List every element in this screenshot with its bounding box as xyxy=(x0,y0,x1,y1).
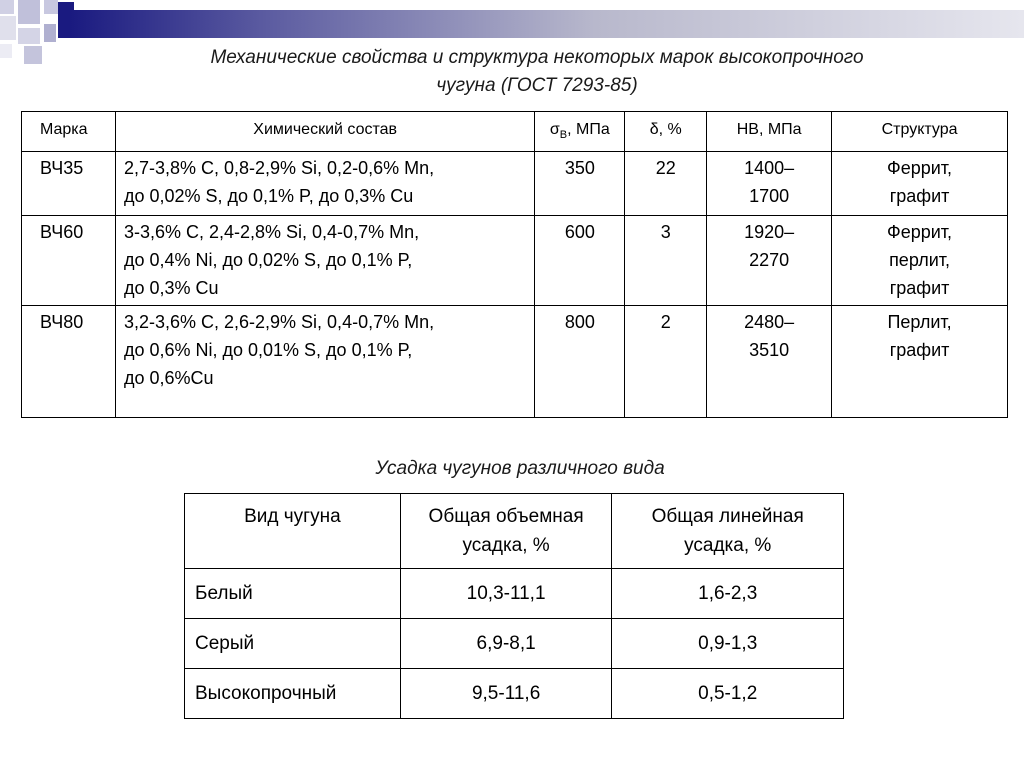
page-title xyxy=(0,44,1024,100)
properties-table xyxy=(21,111,1008,418)
header-volumetric-line: усадка, % xyxy=(462,535,550,556)
page-title-line2: чугуна (ГОСТ 7293-85) xyxy=(436,75,638,96)
hb-line: 3510 xyxy=(749,340,790,361)
composition-line: 3-3,6% С, 2,4-2,8% Si, 0,4-0,7% Mn, xyxy=(123,222,420,243)
cell-composition xyxy=(115,306,534,418)
cell-sigma: 350 xyxy=(535,152,625,216)
hb-line: 1400– xyxy=(744,158,795,179)
composition-line: до 0,3% Cu xyxy=(123,278,219,299)
table-row xyxy=(22,216,1008,306)
decor-square-1 xyxy=(0,0,14,14)
header-linear xyxy=(612,494,844,569)
decor-square-6 xyxy=(18,28,40,44)
decor-square-2 xyxy=(18,0,40,24)
cell-volumetric: 10,3-11,1 xyxy=(400,569,612,619)
decor-square-7 xyxy=(44,24,56,42)
cell-structure xyxy=(832,216,1008,306)
cell-kind: Серый xyxy=(185,619,401,669)
structure-line: Феррит, xyxy=(887,158,953,179)
header-mark: Марка xyxy=(22,112,116,152)
composition-line: до 0,4% Ni, до 0,02% S, до 0,1% P, xyxy=(123,250,413,271)
cell-mark: ВЧ35 xyxy=(22,152,116,216)
table-row xyxy=(22,152,1008,216)
cell-linear: 0,9-1,3 xyxy=(612,619,844,669)
shrinkage-header-row xyxy=(185,494,844,569)
sigma-symbol: σ xyxy=(549,121,560,138)
properties-header-row xyxy=(22,112,1008,152)
structure-line: графит xyxy=(889,278,950,299)
header-delta: δ, % xyxy=(625,112,707,152)
table-row xyxy=(22,306,1008,418)
header-linear-line: усадка, % xyxy=(684,535,772,556)
cell-sigma: 800 xyxy=(535,306,625,418)
shrinkage-title: Усадка чугунов различного вида xyxy=(375,458,665,479)
cell-mark: ВЧ80 xyxy=(22,306,116,418)
header-sigma xyxy=(535,112,625,152)
composition-line: 2,7-3,8% С, 0,8-2,9% Si, 0,2-0,6% Mn, xyxy=(123,158,435,179)
cell-delta: 22 xyxy=(625,152,707,216)
cell-hb xyxy=(707,216,832,306)
shrinkage-table xyxy=(184,493,844,719)
decor-square-5 xyxy=(0,16,16,40)
composition-line: до 0,6%Cu xyxy=(123,368,214,389)
sigma-subscript: В xyxy=(559,129,568,142)
header-linear-line: Общая линейная xyxy=(651,506,804,527)
cell-mark: ВЧ60 xyxy=(22,216,116,306)
header-composition: Химический состав xyxy=(115,112,534,152)
cell-linear: 0,5-1,2 xyxy=(612,669,844,719)
cell-volumetric: 6,9-8,1 xyxy=(400,619,612,669)
cell-kind: Высокопрочный xyxy=(185,669,401,719)
hb-line: 1700 xyxy=(749,186,790,207)
table-row xyxy=(185,569,844,619)
cell-hb xyxy=(707,152,832,216)
structure-line: Перлит, xyxy=(887,312,952,333)
cell-composition xyxy=(115,216,534,306)
cell-structure xyxy=(832,152,1008,216)
header-gradient-bar xyxy=(70,10,1024,38)
table-row xyxy=(185,669,844,719)
cell-kind: Белый xyxy=(185,569,401,619)
hb-line: 2480– xyxy=(744,312,795,333)
cell-volumetric: 9,5-11,6 xyxy=(400,669,612,719)
cell-delta: 3 xyxy=(625,216,707,306)
composition-line: до 0,02% S, до 0,1% P, до 0,3% Cu xyxy=(123,186,414,207)
composition-line: до 0,6% Ni, до 0,01% S, до 0,1% P, xyxy=(123,340,413,361)
cell-linear: 1,6-2,3 xyxy=(612,569,844,619)
cell-sigma: 600 xyxy=(535,216,625,306)
decor-square-3 xyxy=(44,0,58,14)
header-hb: НВ, МПа xyxy=(707,112,832,152)
header-kind: Вид чугуна xyxy=(185,494,401,569)
cell-hb xyxy=(707,306,832,418)
cell-structure xyxy=(832,306,1008,418)
header-volumetric xyxy=(400,494,612,569)
structure-line: Феррит, xyxy=(887,222,953,243)
hb-line: 2270 xyxy=(749,250,790,271)
sigma-unit: , МПа xyxy=(567,121,610,138)
page-title-line1: Механические свойства и структура некоторых марок высокопрочного xyxy=(210,47,864,68)
table-row xyxy=(185,619,844,669)
hb-line: 1920– xyxy=(744,222,795,243)
structure-line: перлит, xyxy=(889,250,951,271)
header-volumetric-line: Общая объемная xyxy=(428,506,584,527)
cell-composition xyxy=(115,152,534,216)
cell-delta: 2 xyxy=(625,306,707,418)
structure-line: графит xyxy=(889,340,950,361)
composition-line: 3,2-3,6% С, 2,6-2,9% Si, 0,4-0,7% Mn, xyxy=(123,312,435,333)
header-structure: Структура xyxy=(832,112,1008,152)
structure-line: графит xyxy=(889,186,950,207)
